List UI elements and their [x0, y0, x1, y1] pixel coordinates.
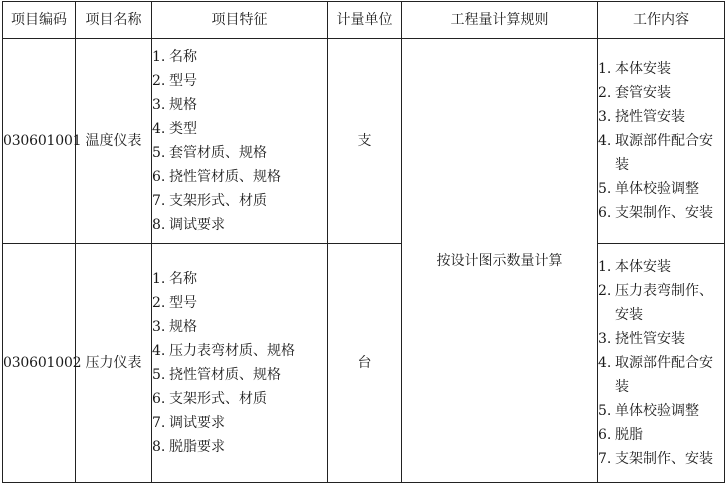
feature-item: 3. 规格: [152, 319, 197, 335]
item-work: [598, 244, 725, 483]
item-code: 030601002: [3, 244, 76, 483]
feature-item: 4. 压力表弯材质、规格: [152, 343, 295, 359]
work-item: 2. 套管安装: [598, 85, 671, 101]
item-features: [152, 39, 328, 244]
work-item: 1. 本体安装: [598, 61, 671, 77]
feature-item: 6. 挠性管材质、规格: [152, 169, 281, 185]
feature-item: 4. 类型: [152, 121, 197, 137]
work-item: 3. 挠性管安装: [598, 331, 685, 347]
feature-item: 1. 名称: [152, 271, 197, 287]
header-row: [3, 2, 725, 39]
specification-table: [2, 1, 725, 483]
feature-item: 6. 支架形式、材质: [152, 391, 267, 407]
work-item: 2. 压力表弯制作、安装: [598, 283, 713, 323]
feature-list: [152, 267, 327, 459]
table-row: [3, 244, 725, 483]
work-item: 7. 支架制作、安装: [598, 451, 713, 467]
work-list: [598, 255, 724, 471]
header-unit: 计量单位: [328, 2, 402, 39]
feature-item: 7. 支架形式、材质: [152, 193, 267, 209]
work-item: 5. 单体校验调整: [598, 403, 699, 419]
work-item: 1. 本体安装: [598, 259, 671, 275]
feature-item: 5. 挠性管材质、规格: [152, 367, 281, 383]
item-name: 温度仪表: [76, 39, 152, 244]
work-item: 6. 脱脂: [598, 427, 643, 443]
item-features: [152, 244, 328, 483]
work-item: 4. 取源部件配合安装: [598, 133, 713, 173]
work-item: 5. 单体校验调整: [598, 181, 699, 197]
header-code: 项目编码: [3, 2, 76, 39]
feature-item: 1. 名称: [152, 49, 197, 65]
item-code: 030601001: [3, 39, 76, 244]
table-row: [3, 39, 725, 244]
work-list: [598, 57, 724, 225]
item-name: 压力仪表: [76, 244, 152, 483]
feature-list: [152, 45, 327, 237]
work-item: 4. 取源部件配合安装: [598, 355, 713, 395]
item-work: [598, 39, 725, 244]
feature-item: 2. 型号: [152, 295, 197, 311]
header-rule: 工程量计算规则: [402, 2, 598, 39]
feature-item: 5. 套管材质、规格: [152, 145, 267, 161]
feature-item: 3. 规格: [152, 97, 197, 113]
work-item: 6. 支架制作、安装: [598, 205, 713, 221]
feature-item: 2. 型号: [152, 73, 197, 89]
feature-item: 7. 调试要求: [152, 415, 225, 431]
calculation-rule: 按设计图示数量计算: [402, 39, 598, 483]
work-item: 3. 挠性管安装: [598, 109, 685, 125]
header-features: 项目特征: [152, 2, 328, 39]
item-unit: 台: [328, 244, 402, 483]
item-unit: 支: [328, 39, 402, 244]
feature-item: 8. 脱脂要求: [152, 439, 225, 455]
header-name: 项目名称: [76, 2, 152, 39]
feature-item: 8. 调试要求: [152, 217, 225, 233]
header-work: 工作内容: [598, 2, 725, 39]
